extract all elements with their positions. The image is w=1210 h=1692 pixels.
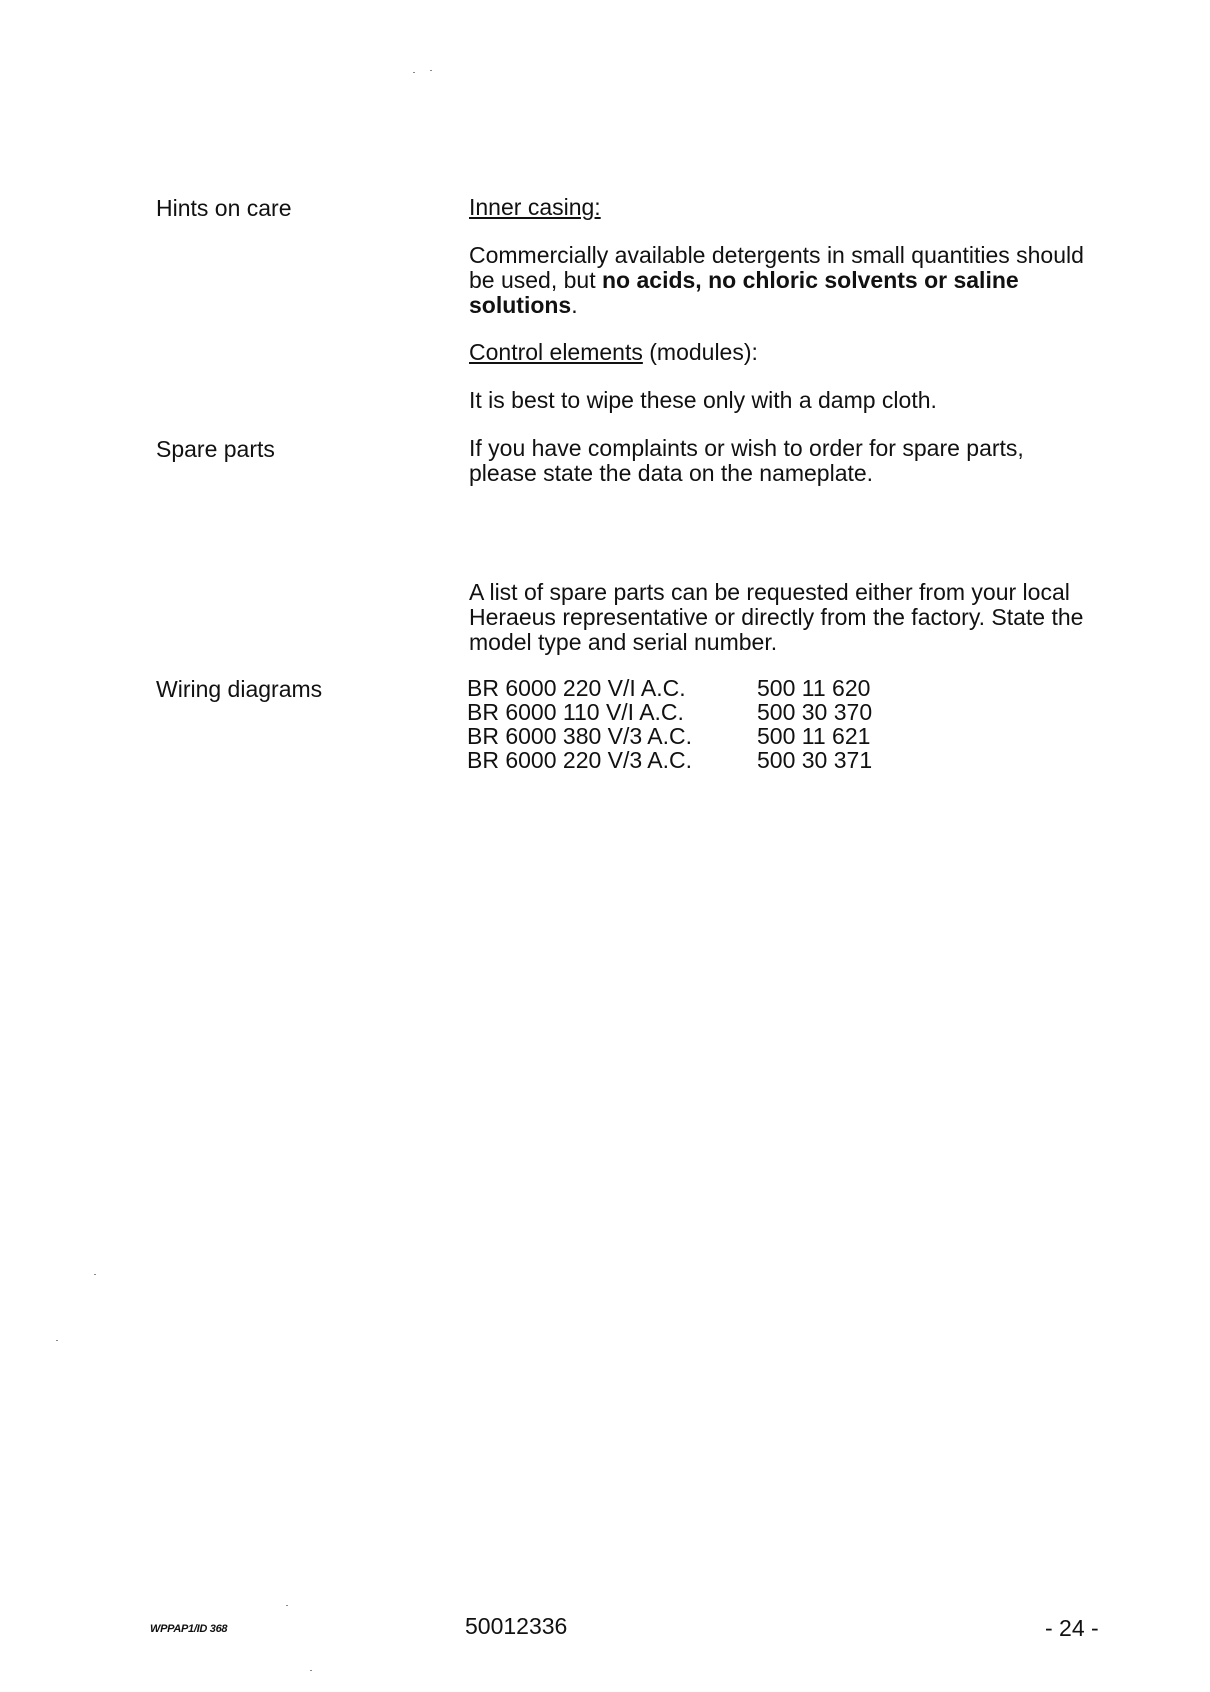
scan-speck <box>286 1605 288 1606</box>
footer-code: WPPAP1/ID 368 <box>150 1623 228 1635</box>
scan-speck <box>56 1340 58 1341</box>
section-label-spare-parts: Spare parts <box>156 436 275 462</box>
scan-speck <box>413 72 415 73</box>
wiring-model: BR 6000 110 V/I A.C. <box>467 699 684 725</box>
table-row <box>467 748 872 772</box>
inner-casing-heading <box>469 195 1109 220</box>
table-row <box>467 676 872 700</box>
inner-casing-period: . <box>571 292 578 318</box>
wiring-model: BR 6000 380 V/3 A.C. <box>467 723 693 749</box>
wiring-model: BR 6000 220 V/3 A.C. <box>467 747 693 773</box>
wiring-number: 500 30 371 <box>757 747 873 773</box>
wiring-model: BR 6000 220 V/I A.C. <box>467 675 686 701</box>
footer-page-number: - 24 - <box>1045 1615 1099 1641</box>
wiring-diagrams-table <box>467 676 872 772</box>
control-elements-heading <box>469 340 1109 365</box>
inner-casing-heading-text: Inner casing: <box>469 194 601 220</box>
scan-speck <box>94 1274 96 1275</box>
table-row <box>467 700 872 724</box>
section-label-wiring-diagrams: Wiring diagrams <box>156 676 323 702</box>
inner-casing-paragraph <box>469 243 1099 318</box>
spare-parts-list-text: A list of spare parts can be requested either from your local Heraeus representative or directly from the factory. State the model type and serial number. <box>469 579 1084 655</box>
table-row <box>467 724 872 748</box>
section-label-hints-on-care: Hints on care <box>156 195 292 221</box>
spare-parts-text: If you have complaints or wish to order for spare parts, please state the data on the nameplate. <box>469 435 1024 486</box>
control-elements-suffix: (modules): <box>642 339 758 365</box>
wiring-number: 500 11 621 <box>757 723 871 749</box>
control-elements-text: It is best to wipe these only with a damp cloth. <box>469 387 937 413</box>
control-elements-heading-text: Control elements <box>469 339 643 365</box>
inner-casing-text: Commercially available detergents in small quantities should be used, but <box>469 242 1084 293</box>
footer-document-number: 50012336 <box>465 1613 568 1639</box>
wiring-number: 500 30 370 <box>757 699 873 725</box>
scan-speck <box>310 1670 312 1671</box>
wiring-number: 500 11 620 <box>757 675 871 701</box>
inner-casing-warning: no acids, no chloric solvents or saline solutions <box>469 267 1019 318</box>
scan-speck <box>430 70 432 71</box>
